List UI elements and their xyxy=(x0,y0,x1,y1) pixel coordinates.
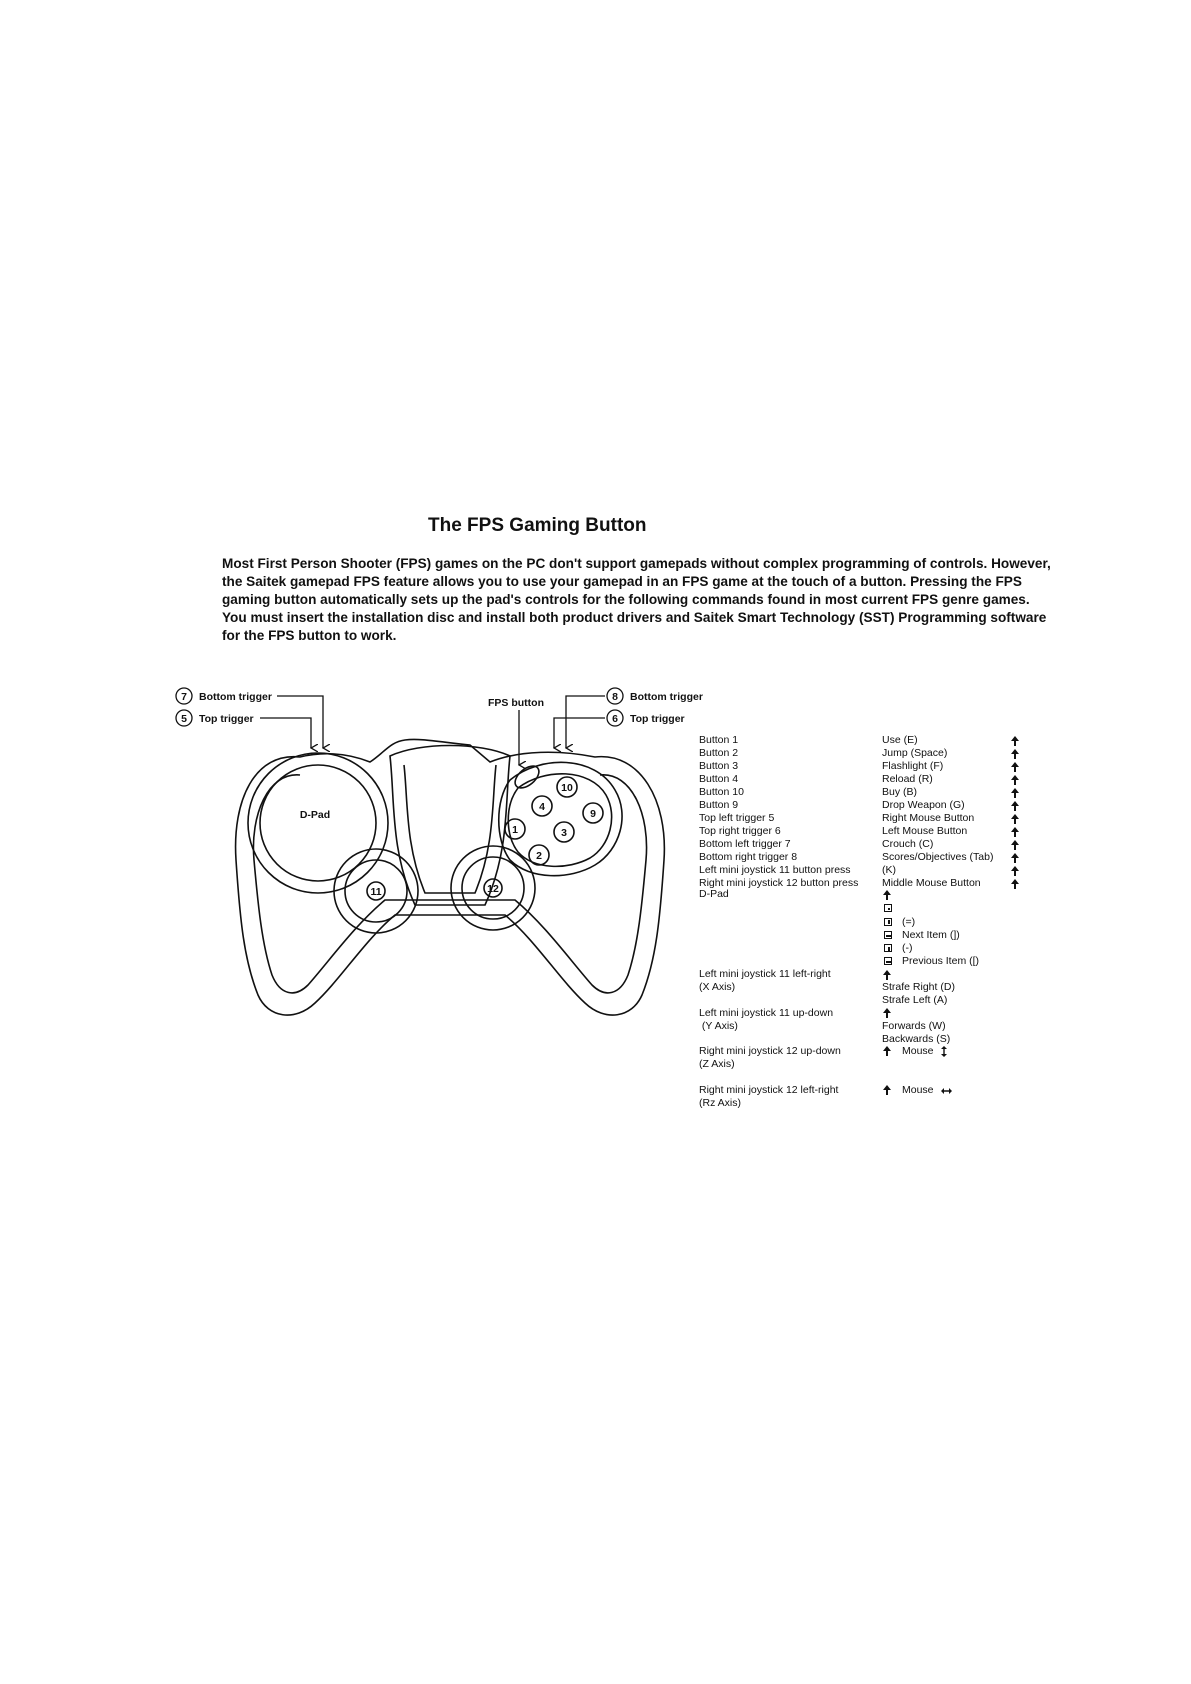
arrow-up-icon xyxy=(1011,879,1019,889)
row-action: Reload (R) xyxy=(882,773,933,785)
arrow-up-icon xyxy=(883,1085,891,1095)
rz-axis-label-line1: Right mini joystick 12 left-right xyxy=(699,1084,839,1096)
right-top-trigger-label: Top trigger xyxy=(630,713,685,725)
left-bottom-trigger-label: Bottom trigger xyxy=(199,691,272,703)
row-control: Button 10 xyxy=(699,786,744,798)
y-axis-label-line1: Left mini joystick 11 up-down xyxy=(699,1007,834,1019)
row-control: Button 4 xyxy=(699,773,739,785)
dpad-left-action: Previous Item ([) xyxy=(902,955,980,967)
rz-axis-label-line2: (Rz Axis) xyxy=(699,1097,741,1109)
dpad-center-icon xyxy=(884,904,892,912)
trigger-5-number: 5 xyxy=(181,713,187,725)
dpad-label: D-Pad xyxy=(299,809,331,821)
arrow-up-icon xyxy=(1011,814,1019,824)
row-control: Right mini joystick 12 button press xyxy=(699,877,859,889)
dpad-up-action: (=) xyxy=(902,916,916,928)
arrow-up-icon xyxy=(1011,840,1019,850)
button-10-number: 10 xyxy=(561,782,573,794)
fps-button-label: FPS button xyxy=(488,697,544,709)
y-axis-control xyxy=(699,1007,833,1033)
z-axis-control xyxy=(699,1045,841,1071)
button-1-number: 1 xyxy=(512,824,518,836)
dpad-left-icon xyxy=(884,957,892,965)
row-control: Left mini joystick 11 button press xyxy=(699,864,851,876)
y-axis-action-2: Backwards (S) xyxy=(882,1033,951,1045)
z-axis-action: Mouse xyxy=(902,1045,934,1057)
row-action: Buy (B) xyxy=(882,786,918,798)
y-axis-label-line2: (Y Axis) xyxy=(699,1020,738,1032)
arrow-up-icon xyxy=(1011,827,1019,837)
dpad-down-icon xyxy=(884,944,892,952)
x-axis-action-2: Strafe Left (A) xyxy=(882,994,948,1006)
row-control: Top right trigger 6 xyxy=(699,825,781,837)
button-2-number: 2 xyxy=(536,850,542,862)
intro-paragraph: Most First Person Shooter (FPS) games on the PC don't support gamepads without complex programming of controls. However, the Saitek gamepad FPS feature allows you to use your gamepad in an FPS game at the touch of a button. Pressing the FPS gaming button automatically sets up the pad's controls for the following commands found in most current FPS genre games. You must insert the installation disc and install both product drivers and Saitek Smart Technology (SST) Programming software for the FPS button to work. xyxy=(222,556,1051,643)
row-control: Button 9 xyxy=(699,799,739,811)
row-control: Button 1 xyxy=(699,734,739,746)
right-bottom-trigger-label: Bottom trigger xyxy=(630,691,703,703)
button-9-number: 9 xyxy=(590,808,596,820)
arrow-up-icon xyxy=(1011,788,1019,798)
arrow-up-icon xyxy=(1011,866,1019,876)
row-action: Drop Weapon (G) xyxy=(882,799,965,811)
vertical-double-arrow-icon xyxy=(941,1046,947,1057)
trigger-8-number: 8 xyxy=(612,691,618,703)
arrow-up-icon xyxy=(883,970,891,980)
row-action: Scores/Objectives (Tab) xyxy=(882,851,994,863)
row-action: Middle Mouse Button xyxy=(882,877,981,889)
left-top-trigger-label: Top trigger xyxy=(199,713,254,725)
dpad-up-icon xyxy=(884,918,892,926)
rz-axis-control xyxy=(699,1084,838,1110)
x-axis-actions xyxy=(882,981,955,1007)
row-action: Use (E) xyxy=(882,734,918,746)
row-action: Left Mouse Button xyxy=(882,825,968,837)
row-action: Right Mouse Button xyxy=(882,812,975,824)
row-action: Crouch (C) xyxy=(882,838,934,850)
button-3-number: 3 xyxy=(561,827,567,839)
z-axis-label-line2: (Z Axis) xyxy=(699,1058,735,1070)
rz-axis-action: Mouse xyxy=(902,1084,934,1096)
row-control: Bottom right trigger 8 xyxy=(699,851,798,863)
y-axis-actions xyxy=(882,1020,950,1046)
x-axis-action-1: Strafe Right (D) xyxy=(882,981,955,993)
dpad-right-action: Next Item (]) xyxy=(902,929,960,941)
page-title: The FPS Gaming Button xyxy=(428,515,647,536)
arrow-up-icon xyxy=(1011,749,1019,759)
row-action: Jump (Space) xyxy=(882,747,948,759)
z-axis-label-line1: Right mini joystick 12 up-down xyxy=(699,1045,841,1057)
arrow-up-icon xyxy=(883,1008,891,1018)
arrow-up-icon xyxy=(1011,775,1019,785)
arrow-up-icon xyxy=(883,890,891,900)
dpad-down-action: (-) xyxy=(902,942,913,954)
horizontal-double-arrow-icon xyxy=(941,1088,952,1094)
trigger-6-number: 6 xyxy=(612,713,618,725)
dpad-row-label: D-Pad xyxy=(699,888,729,900)
arrow-up-icon xyxy=(1011,853,1019,863)
button-4-number: 4 xyxy=(539,801,545,813)
row-action: (K) xyxy=(882,864,896,876)
dpad-right-icon xyxy=(884,931,892,939)
stick-12-number: 12 xyxy=(487,883,499,895)
row-control: Button 3 xyxy=(699,760,739,772)
trigger-7-number: 7 xyxy=(181,691,187,703)
row-control: Button 2 xyxy=(699,747,739,759)
arrow-up-icon xyxy=(1011,736,1019,746)
row-action: Flashlight (F) xyxy=(882,760,944,772)
row-control: Top left trigger 5 xyxy=(699,812,775,824)
x-axis-control xyxy=(699,968,831,994)
row-control: Bottom left trigger 7 xyxy=(699,838,791,850)
arrow-up-icon xyxy=(883,1046,891,1056)
x-axis-label-line2: (X Axis) xyxy=(699,981,736,993)
y-axis-action-1: Forwards (W) xyxy=(882,1020,946,1032)
x-axis-label-line1: Left mini joystick 11 left-right xyxy=(699,968,831,980)
arrow-up-icon xyxy=(1011,801,1019,811)
arrow-up-icon xyxy=(1011,762,1019,772)
stick-11-number: 11 xyxy=(370,886,382,898)
